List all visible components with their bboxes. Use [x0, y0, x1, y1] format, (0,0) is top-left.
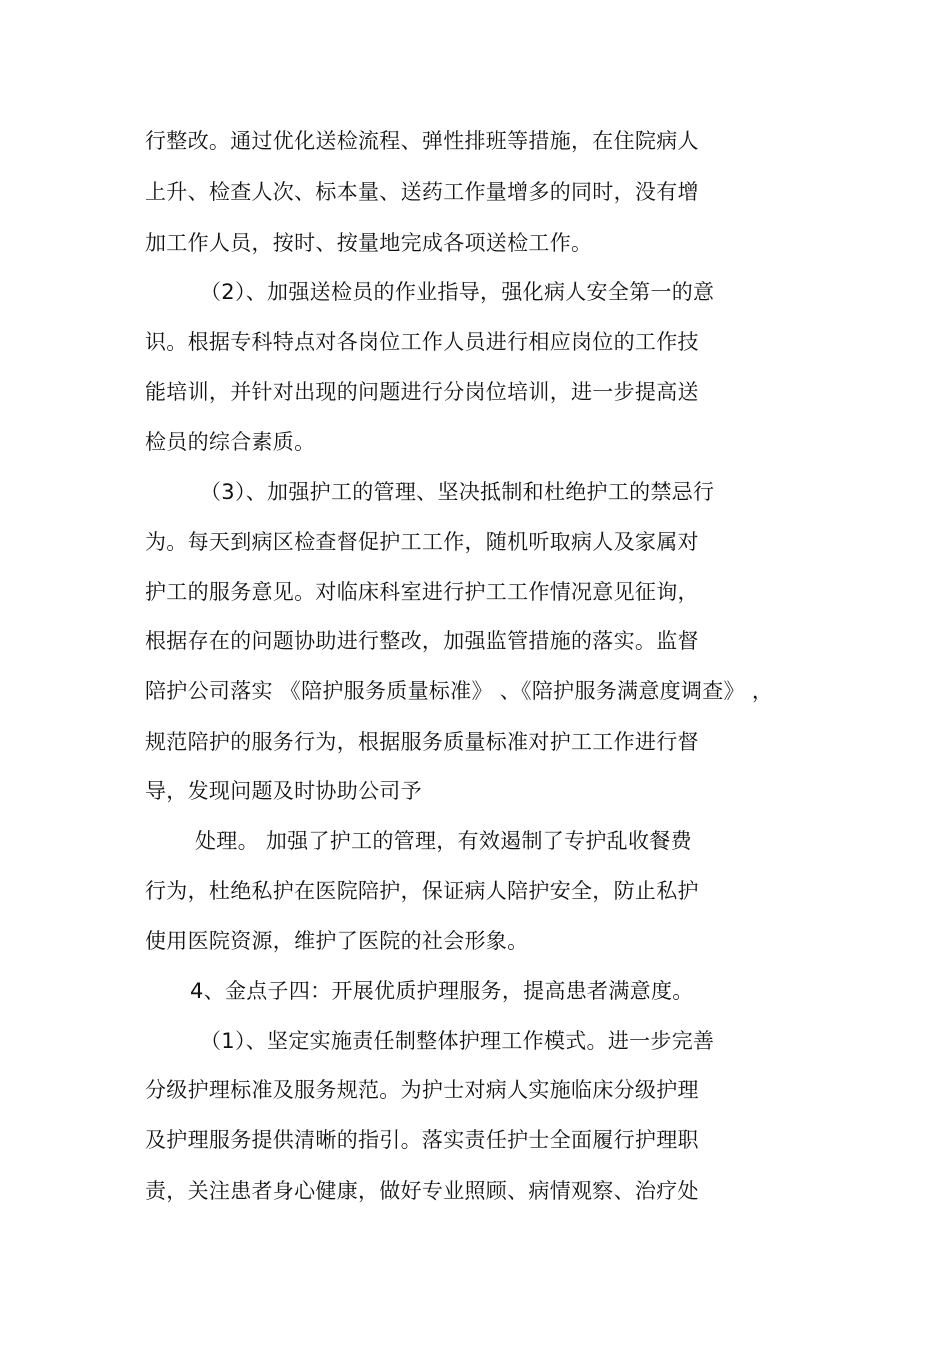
- text-line-3: 加工作人员，按时、按量地完成各项送检工作。: [145, 231, 593, 255]
- text-line-17: 使用医院资源，维护了医院的社会形象。: [145, 929, 529, 953]
- text-line-12: 陪护公司落实 《陪护服务质量标准》 、《陪护服务满意度调查》 ，: [145, 679, 774, 703]
- text-line-2: 上升、检查人次、标本量、送药工作量增多的同时，没有增: [145, 180, 699, 204]
- text-line-18: 4、金点子四：开展优质护理服务，提高患者满意度。: [190, 979, 694, 1003]
- text-line-19: （1）、坚定实施责任制整体护理工作模式。进一步完善: [200, 1029, 715, 1053]
- text-line-10: 护工的服务意见。对临床科室进行护工工作情况意见征询，: [145, 580, 699, 604]
- text-line-11: 根据存在的问题协助进行整改，加强监管措施的落实。监督: [145, 629, 699, 653]
- text-line-14: 导，发现问题及时协助公司予: [145, 779, 422, 803]
- text-line-16: 行为，杜绝私护在医院陪护，保证病人陪护安全，防止私护: [145, 879, 699, 903]
- text-line-1: 行整改。通过优化送检流程、弹性排班等措施，在住院病人: [145, 129, 699, 153]
- text-line-13: 规范陪护的服务行为，根据服务质量标准对护工工作进行督: [145, 730, 699, 754]
- text-line-22: 责，关注患者身心健康，做好专业照顾、病情观察、治疗处: [145, 1179, 699, 1203]
- text-line-20: 分级护理标准及服务规范。为护士对病人实施临床分级护理: [145, 1078, 699, 1102]
- text-line-21: 及护理服务提供清晰的指引。落实责任护士全面履行护理职: [145, 1128, 699, 1152]
- text-line-6: 能培训，并针对出现的问题进行分岗位培训，进一步提高送: [145, 380, 699, 404]
- text-line-9: 为。每天到病区检查督促护工工作，随机听取病人及家属对: [145, 530, 699, 554]
- text-line-5: 识。根据专科特点对各岗位工作人员进行相应岗位的工作技: [145, 330, 699, 354]
- text-line-15: 处理。 加强了护工的管理，有效遏制了专护乱收餐费: [195, 829, 692, 853]
- text-line-4: （2）、加强送检员的作业指导，强化病人安全第一的意: [200, 280, 715, 304]
- text-line-8: （3）、加强护工的管理、坚决抵制和杜绝护工的禁忌行: [200, 480, 715, 504]
- text-line-7: 检员的综合素质。: [145, 430, 316, 454]
